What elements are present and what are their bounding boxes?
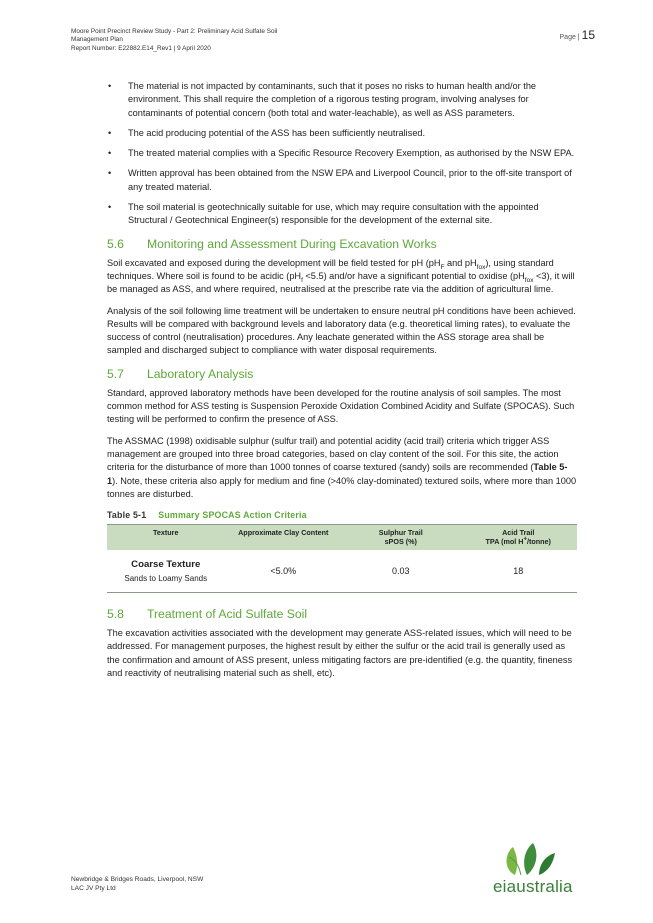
spocas-criteria-table bbox=[107, 524, 577, 593]
table-caption-title: Summary SPOCAS Action Criteria bbox=[158, 510, 307, 521]
header-line: Acid Trail bbox=[502, 528, 535, 538]
section-number: 5.8 bbox=[107, 607, 124, 622]
texture-name: Coarse Texture bbox=[131, 559, 201, 571]
text-run: The ASSMAC (1998) oxidisable sulphur (sulfur trail) and potential acidity (acid trail) criteria which trigger ASS management are grouped into three broad categories, based on clay content of the soil. For this site, the action criteria for the disturbance of more than 1000 tonnes of coarse textured (sandy) soils are recommended ( bbox=[107, 435, 559, 473]
section-heading-5-6 bbox=[107, 237, 577, 252]
texture-description: Sands to Loamy Sands bbox=[124, 573, 208, 583]
col-header-texture: Texture bbox=[107, 525, 225, 551]
bullet-text: Written approval has been obtained from the NSW EPA and Liverpool Council, prior to the off-site transport of any treated material. bbox=[128, 168, 572, 192]
cell-texture bbox=[107, 553, 225, 592]
subscript: fox bbox=[476, 263, 486, 271]
table-row bbox=[107, 553, 577, 592]
text-run: ). Note, these criteria also apply for medium and fine (>40% clay-dominated) textured soils, where more than 1000 tonnes are disturbed. bbox=[107, 475, 577, 499]
text-run: ), using standard techniques. Where soil is found to be acidic (pH bbox=[107, 257, 554, 281]
section-title: Laboratory Analysis bbox=[147, 366, 254, 381]
page-label: Page | bbox=[559, 34, 580, 41]
section-number: 5.7 bbox=[107, 366, 124, 381]
footer-address-line1: Newbridge & Bridges Roads, Liverpool, NSW bbox=[71, 876, 204, 883]
text-run: and pH bbox=[444, 257, 477, 268]
leaf-logo-icon bbox=[493, 839, 603, 879]
table-reference: Table 5-1 bbox=[107, 462, 568, 486]
table-caption-number: Table 5-1 bbox=[107, 510, 147, 521]
bullet-text: The acid producing potential of the ASS has been sufficiently neutralised. bbox=[128, 127, 426, 138]
col-header-clay: Approximate Clay Content bbox=[225, 525, 343, 551]
eiaustralia-logo bbox=[493, 839, 603, 899]
bullet-text: The soil material is geotechnically suitable for use, which may require consultation with the appointed Structural / Geotechnical Engineer(s) responsible for the development of the external site. bbox=[128, 202, 539, 226]
cell-clay: <5.0% bbox=[225, 553, 343, 592]
section-heading-5-7 bbox=[107, 367, 577, 382]
bullet-symbol: • bbox=[108, 202, 112, 213]
page-body bbox=[107, 80, 577, 688]
bullet-text: The material is not impacted by contaminants, such that it poses no risks to human health and/or the environment. This shall require the completion of a rigorous testing program, involving analyses for contaminants of potential concern (both total and water-leachable), as well as ASS parameters. bbox=[128, 81, 537, 118]
bullet-symbol: • bbox=[108, 168, 112, 179]
bullet-item bbox=[107, 201, 577, 228]
subscript: f bbox=[301, 276, 303, 284]
bullet-symbol: • bbox=[108, 81, 112, 91]
cell-sulphur: 0.03 bbox=[342, 553, 460, 592]
bullet-text: The treated material complies with a Specific Resource Recovery Exemption, as authorised by the NSW EPA. bbox=[128, 148, 575, 159]
section-heading-5-8 bbox=[107, 607, 577, 622]
header-line: /tonne) bbox=[527, 537, 551, 547]
text-run: <5.5) and/or have a significant potential to oxidise (pH bbox=[302, 270, 525, 281]
col-header-acid bbox=[460, 525, 578, 551]
paragraph-assmac-criteria bbox=[107, 435, 577, 501]
paragraph-treatment: The excavation activities associated with the development may generate ASS-related issues, which will need to be addressed. For management purposes, the highest result by either the sulfur or the acid trail is generally used as the confirmation and amount of ASS present, unless mitigating factors are pre-identified (e.g. the quantity, fineness and reactivity of neutralising material such as shell, etc). bbox=[107, 628, 573, 678]
paragraph-spocas-method: Standard, approved laboratory methods have been developed for the routine analysis of soil samples. The most common method for ASS testing is Suspension Peroxide Oxidation Combined Acidity and Sulfate (SPOCAS). Such testing will be performed to confirm the presence of ASS. bbox=[107, 387, 575, 425]
bullet-item bbox=[107, 147, 577, 160]
footer-address-line2: LAC JV Pty Ltd bbox=[71, 884, 116, 892]
subscript: fox bbox=[524, 276, 534, 284]
section-title: Treatment of Acid Sulfate Soil bbox=[147, 607, 308, 622]
bullet-symbol: • bbox=[108, 148, 112, 159]
col-header-sulphur bbox=[342, 525, 460, 551]
section-title: Monitoring and Assessment During Excavation Works bbox=[147, 236, 437, 251]
bullet-item bbox=[107, 80, 577, 120]
header-title-line1: Moore Point Precinct Review Study - Part 2: Preliminary Acid Sulfate Soil bbox=[71, 28, 278, 35]
bullet-symbol: • bbox=[108, 127, 112, 138]
header-title-line2: Management Plan bbox=[71, 36, 123, 44]
header-line: sPOS (%) bbox=[384, 537, 417, 547]
header-report-number: Report Number: E22882.E14_Rev1 | 9 April 2020 bbox=[71, 44, 211, 52]
text-run: <3), it will be managed as ASS, and where required, neutralised at the prescribe rate via the addition of agricultural lime. bbox=[107, 270, 575, 295]
footer-address bbox=[71, 876, 203, 893]
table-header-row bbox=[107, 525, 577, 551]
cell-acid: 18 bbox=[460, 553, 578, 592]
header-line: TPA (mol H bbox=[485, 537, 524, 547]
logo-wordmark: eiaustralia bbox=[493, 877, 573, 896]
header-line: Sulphur Trail bbox=[378, 528, 423, 538]
page-number-block bbox=[560, 28, 595, 42]
section-number: 5.6 bbox=[107, 236, 124, 251]
superscript: + bbox=[523, 537, 527, 544]
bullet-item bbox=[107, 167, 577, 194]
table-caption bbox=[107, 509, 577, 522]
text-run: Soil excavated and exposed during the development will be field tested for pH (pH bbox=[107, 257, 441, 268]
bullet-item bbox=[107, 127, 577, 140]
page-number: 15 bbox=[581, 28, 595, 42]
paragraph-lime-treatment: Analysis of the soil following lime treatment will be undertaken to ensure neutral pH conditions have been achieved. Results will be compared with background levels and laboratory data (e.g. theoretical liming rates), to evaluate the success of control (neutralisation) procedures. Any leachate generated within the ASS storage area shall be sampled and discharged subject to compliance with water disposal requirements. bbox=[107, 305, 576, 356]
running-header bbox=[71, 28, 351, 53]
subscript: F bbox=[440, 263, 445, 271]
paragraph-field-testing bbox=[107, 257, 577, 297]
criteria-bullet-list bbox=[107, 80, 577, 228]
